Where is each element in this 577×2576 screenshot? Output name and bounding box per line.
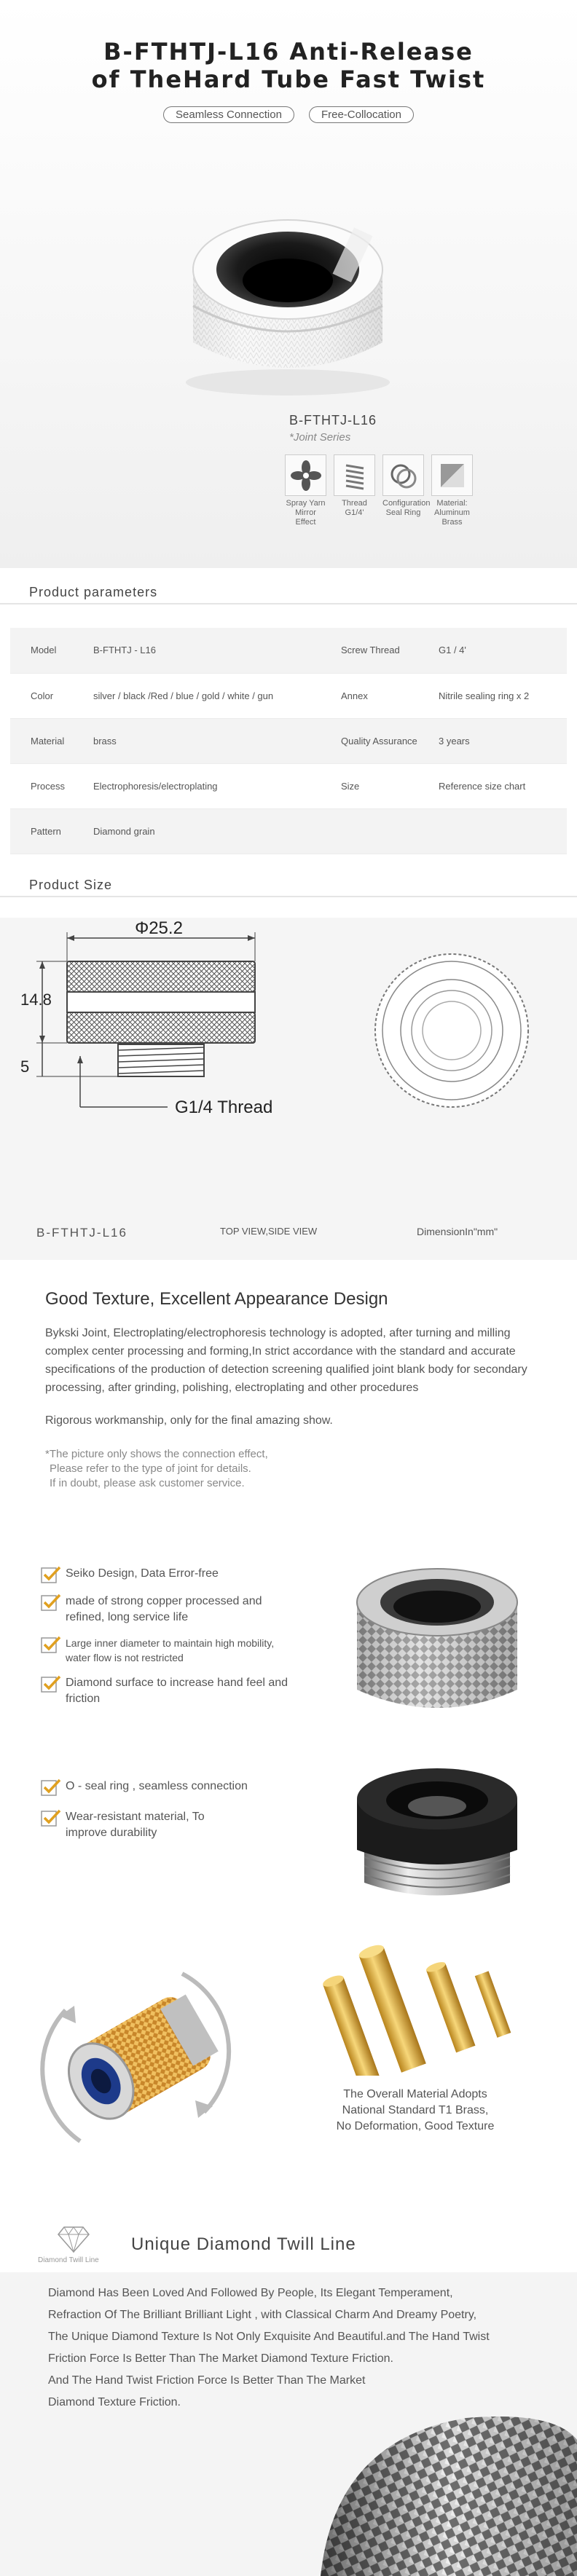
- silver-fitting-image: [328, 1544, 546, 1726]
- diamond-body: [0, 2272, 577, 2576]
- param-key: Process: [10, 763, 83, 808]
- material-note: [306, 2087, 525, 2135]
- param-value: Nitrile sealing ring x 2: [428, 673, 567, 718]
- param-key: Size: [331, 763, 428, 808]
- param-key: Quality Assurance: [331, 718, 428, 763]
- diamond-line6: Diamond Texture Friction.: [48, 2396, 181, 2408]
- hero-title-line2: of TheHard Tube Fast Twist: [91, 66, 486, 93]
- param-value: 3 years: [428, 718, 567, 763]
- param-value: Diamond grain: [83, 808, 331, 854]
- params-heading-text: Product parameters: [29, 585, 158, 599]
- feature-material: [431, 454, 473, 527]
- check-icon: [41, 1675, 61, 1693]
- list-item: [41, 1779, 288, 1796]
- diamond-logo-label: Diamond Twill Line: [38, 2256, 99, 2264]
- diamond-line3: The Unique Diamond Texture Is Not Only Exquisite And Beautiful.and The Hand Twist: [48, 2331, 490, 2343]
- texture-tagline: Rigorous workmanship, only for the final amazing show.: [45, 1414, 333, 1427]
- param-value: silver / black /Red / blue / gold / white / gun: [83, 673, 331, 718]
- feature-label: Thread G1/4': [342, 499, 367, 517]
- series-subtitle: *Joint Series: [289, 431, 351, 444]
- feature-label: Spray Yarn Mirror Effect: [286, 499, 326, 527]
- param-value: G1 / 4': [428, 628, 567, 673]
- gold-fitting-image: [36, 1952, 248, 2163]
- hero-title-line1: B-FTHTJ-L16 Anti-Release: [103, 38, 474, 66]
- diamond-text: [48, 2282, 558, 2414]
- size-footer: [0, 1220, 577, 1249]
- check-text: Seiko Design, Data Error-free: [66, 1567, 219, 1580]
- checklist-seal: [41, 1779, 288, 1851]
- hero-pills: [0, 106, 577, 123]
- param-key: Pattern: [10, 808, 83, 854]
- diamond-closeup-image: [277, 2396, 577, 2576]
- table-row: [10, 628, 567, 673]
- seal-ring-icon: [388, 460, 420, 492]
- check-text: Large inner diameter to maintain high mobility, water flow is not restricted: [66, 1637, 275, 1663]
- top-view: [375, 954, 528, 1107]
- check-icon: [41, 1594, 61, 1611]
- hero-section: [0, 0, 577, 568]
- brass-rods-image: [321, 1930, 525, 2076]
- texture-section: [45, 1289, 541, 1491]
- diamond-icon: [57, 2224, 90, 2253]
- pill-seamless: Seamless Connection: [163, 106, 294, 123]
- series-name: B-FTHTJ-L16: [289, 413, 377, 428]
- feature-label: Material: Aluminum Brass: [434, 499, 470, 527]
- list-item: [41, 1675, 288, 1707]
- diamond-line5: And The Hand Twist Friction Force Is Better Than The Market: [48, 2374, 366, 2387]
- note-line2: Please refer to the type of joint for details.: [50, 1462, 251, 1475]
- material-icon: [436, 460, 468, 492]
- diamond-line2: Refraction Of The Brilliant Brilliant Light , with Classical Charm And Dreamy Poetry,: [48, 2309, 477, 2321]
- diamond-line1: Diamond Has Been Loved And Followed By People, Its Elegant Temperament,: [48, 2287, 453, 2299]
- hero-fitting-image: [160, 160, 415, 408]
- check-text: O - seal ring , seamless connection: [66, 1780, 248, 1792]
- list-item: [41, 1566, 288, 1583]
- dimension-drawing: [0, 918, 577, 1216]
- check-text: made of strong copper processed and refined, long service life: [66, 1595, 262, 1623]
- table-row: [10, 763, 567, 808]
- table-row: [10, 808, 567, 854]
- texture-note: [45, 1447, 541, 1491]
- size-model: B-FTHTJ-L16: [36, 1226, 127, 1240]
- check-icon: [41, 1636, 61, 1653]
- feature-label: Configuration Seal Ring: [382, 499, 431, 517]
- texture-paragraph: Bykski Joint, Electroplating/electrophoresis technology is adopted, after turning and milling complex center processing and forming,In strict accordance with the standard and accurate specifications of the production of detection screening qualified joint blank body for secondary processing, after grinding, polishing, electroplating and other procedures: [45, 1327, 527, 1394]
- params-heading: [0, 583, 577, 604]
- diameter-label: Φ25.2: [135, 918, 183, 938]
- note-line1: *The picture only shows the connection effect,: [45, 1448, 268, 1460]
- list-item: [41, 1809, 288, 1841]
- param-key: [331, 808, 428, 854]
- param-key: Annex: [331, 673, 428, 718]
- check-icon: [41, 1566, 61, 1583]
- material-line3: No Deformation, Good Texture: [336, 2120, 495, 2132]
- thread-icon: [339, 460, 371, 492]
- param-value: Electrophoresis/electroplating: [83, 763, 331, 808]
- diamond-title: Unique Diamond Twill Line: [131, 2234, 356, 2254]
- height-label: 14.8: [20, 990, 52, 1009]
- thread-label: G1/4 Thread: [175, 1098, 273, 1117]
- param-key: Color: [10, 673, 83, 718]
- material-line1: The Overall Material Adopts: [343, 2088, 487, 2100]
- side-view: [20, 918, 272, 1117]
- spray-yarn-icon: [290, 460, 322, 492]
- material-line2: National Standard T1 Brass,: [342, 2104, 489, 2116]
- param-value: B-FTHTJ - L16: [83, 628, 331, 673]
- check-text: Wear-resistant material, To improve durability: [66, 1811, 205, 1839]
- checklist-features: [41, 1566, 288, 1717]
- param-value: brass: [83, 718, 331, 763]
- feature-thread: [334, 454, 375, 527]
- hero-title: [0, 38, 577, 93]
- params-table: [10, 628, 567, 854]
- note-line3: If in doubt, please ask customer service.: [50, 1477, 245, 1489]
- size-unit: DimensionIn"mm": [417, 1226, 498, 1237]
- param-value: [428, 808, 567, 854]
- pill-collocation: Free-Collocation: [309, 106, 414, 123]
- check-icon: [41, 1809, 61, 1827]
- param-key: Model: [10, 628, 83, 673]
- feature-seal: [382, 454, 431, 527]
- black-fitting-image: [335, 1741, 539, 1915]
- size-heading: [0, 875, 577, 897]
- size-heading-text: Product Size: [29, 878, 113, 892]
- thread-length-label: 5: [20, 1057, 30, 1076]
- check-icon: [41, 1779, 61, 1796]
- diamond-line4: Friction Force Is Better Than The Market Diamond Texture Friction.: [48, 2352, 393, 2365]
- table-row: [10, 718, 567, 763]
- check-text: Diamond surface to increase hand feel and friction: [66, 1677, 288, 1705]
- diamond-heading: [0, 2214, 577, 2272]
- param-key: Material: [10, 718, 83, 763]
- param-key: Screw Thread: [331, 628, 428, 673]
- list-item: [41, 1594, 288, 1626]
- table-row: [10, 673, 567, 718]
- size-views: TOP VIEW,SIDE VIEW: [220, 1226, 318, 1237]
- list-item: [41, 1636, 288, 1665]
- param-value: Reference size chart: [428, 763, 567, 808]
- feature-spray: [285, 454, 326, 527]
- feature-icons: [285, 454, 473, 527]
- texture-title: Good Texture, Excellent Appearance Design: [45, 1289, 388, 1309]
- size-diagram-panel: [0, 918, 577, 1260]
